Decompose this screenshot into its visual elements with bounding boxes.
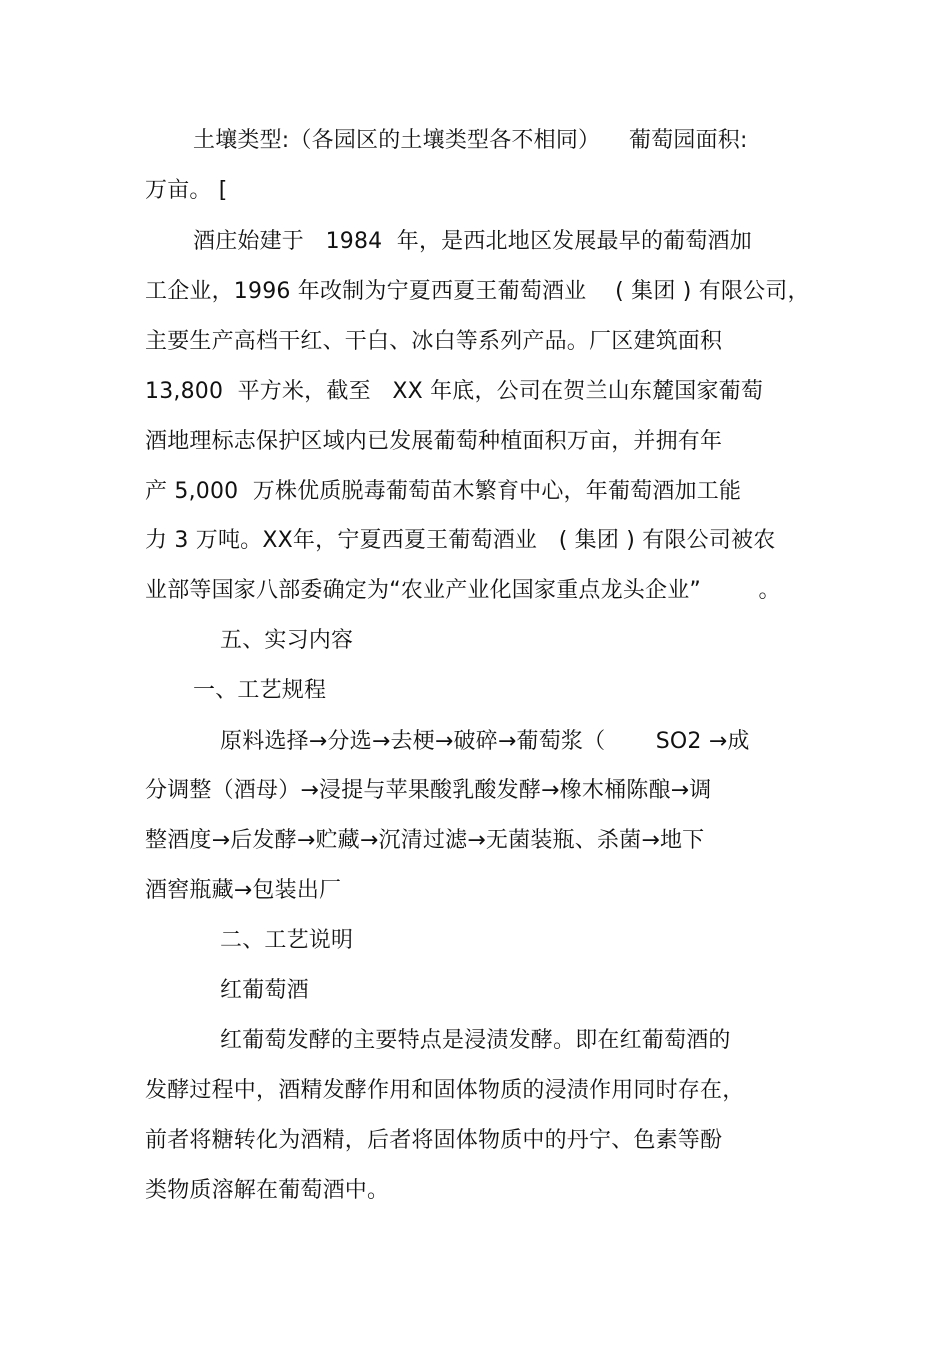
text-line-14: 分调整（酒母）→浸提与苹果酸乳酸发酵→橡木桶陈酿→调: [145, 778, 712, 803]
text-line-6: 13,800 平方米，截至 XX 年底，公司在贺兰山东麓国家葡萄: [145, 379, 764, 404]
text-line-2: 万亩。 [: [145, 178, 228, 203]
text-line-3: 酒庄始建于 1984 年，是西北地区发展最早的葡萄酒加: [193, 229, 752, 254]
section-heading-process-description: 二、工艺说明: [220, 928, 354, 953]
section-heading-process-procedure: 一、工艺规程: [193, 678, 327, 703]
text-line-4: 工企业，1996 年改制为宁夏西夏王葡萄酒业 ( 集团 ) 有限公司，: [145, 279, 810, 304]
text-line-13: 原料选择→分选→去梗→破碎→葡萄浆（ SO2 →成: [220, 729, 750, 754]
text-line-19: 红葡萄发酵的主要特点是浸渍发酵。即在红葡萄酒的: [220, 1028, 731, 1053]
text-line-1: 土壤类型:（各园区的土壤类型各不相同） 葡萄园面积:: [193, 128, 748, 153]
text-line-16: 酒窖瓶藏→包装出厂: [145, 878, 342, 903]
text-line-9: 力 3 万吨。XX年，宁夏西夏王葡萄酒业 ( 集团 ) 有限公司被农: [145, 528, 776, 553]
text-line-21: 前者将糖转化为酒精，后者将固体物质中的丹宁、色素等酚: [145, 1128, 723, 1153]
text-line-20: 发酵过程中，酒精发酵作用和固体物质的浸渍作用同时存在，: [145, 1078, 745, 1103]
text-line-8: 产 5,000 万株优质脱毒葡萄苗木繁育中心，年葡萄酒加工能: [145, 479, 742, 504]
subheading-red-wine: 红葡萄酒: [220, 978, 309, 1003]
text-line-7: 酒地理标志保护区域内已发展葡萄种植面积万亩，并拥有年: [145, 429, 723, 454]
section-heading-internship-content: 五、实习内容: [220, 628, 354, 653]
text-line-5: 主要生产高档干红、干白、冰白等系列产品。厂区建筑面积: [145, 329, 723, 354]
text-line-15: 整酒度→后发酵→贮藏→沉清过滤→无菌装瓶、杀菌→地下: [145, 828, 705, 853]
text-line-22: 类物质溶解在葡萄酒中。: [145, 1178, 390, 1203]
text-line-10: 业部等国家八部委确定为“农业产业化国家重点龙头企业” 。: [145, 578, 781, 603]
